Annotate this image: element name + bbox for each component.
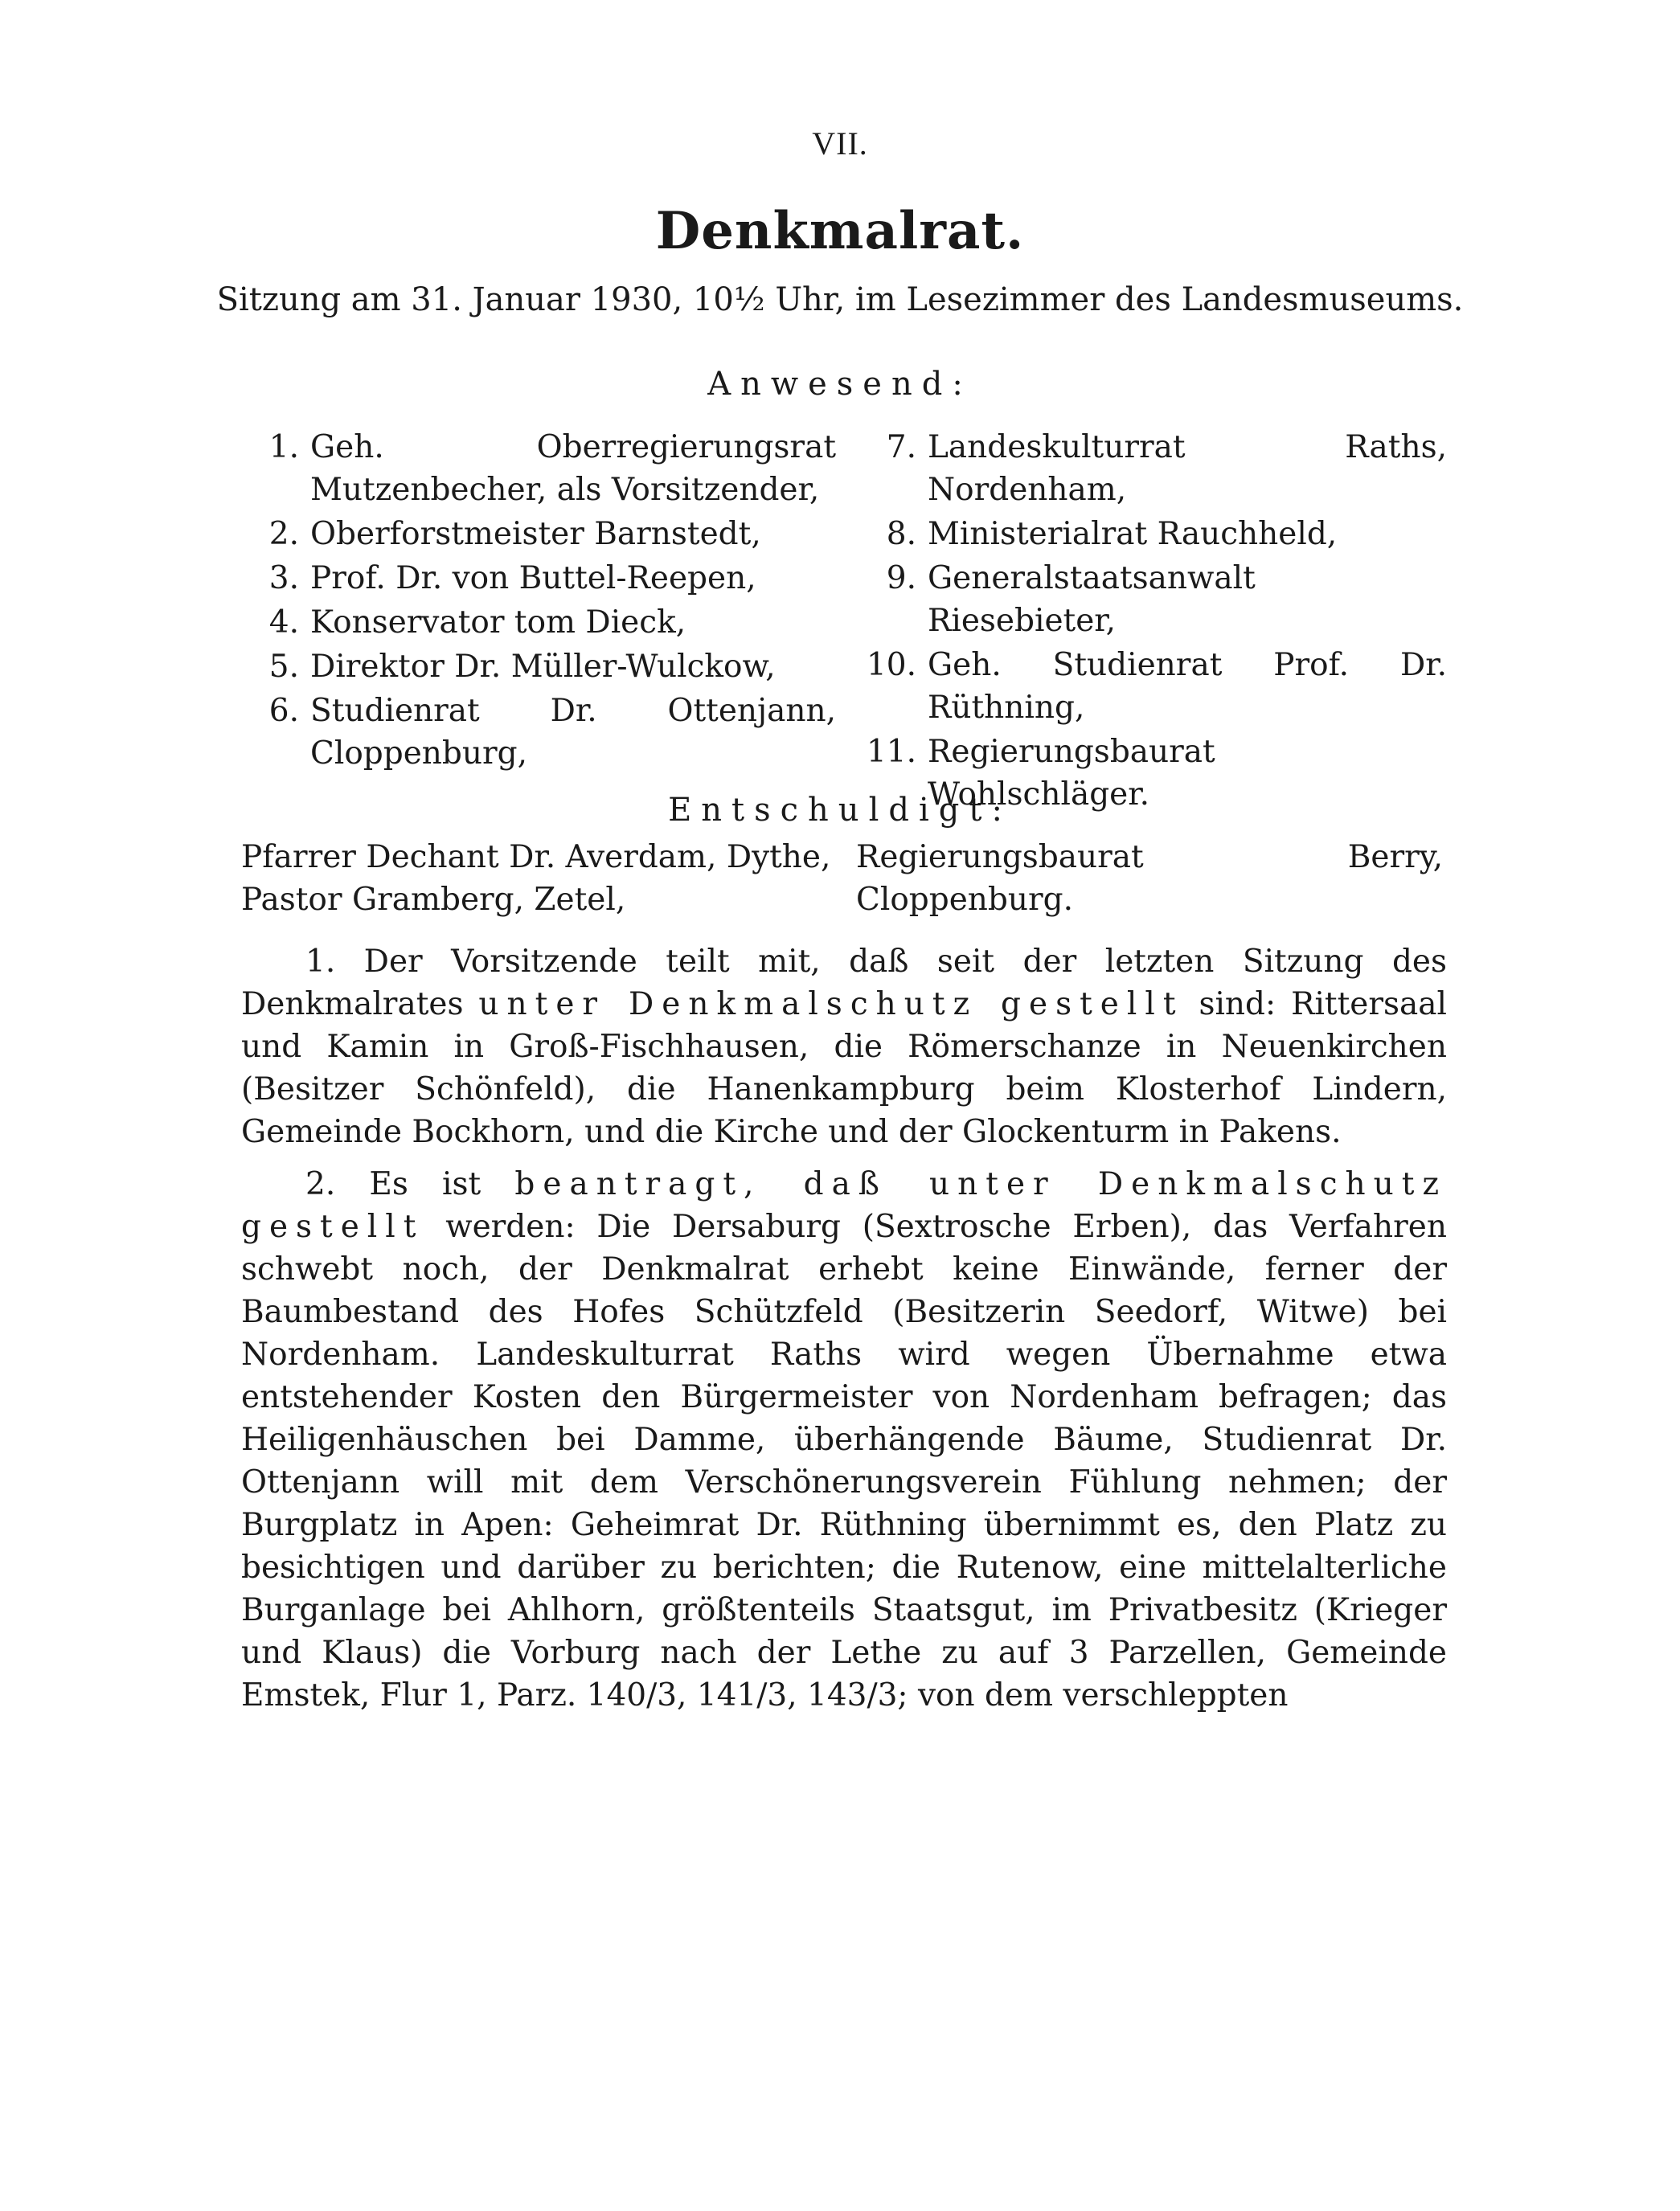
list-item: 4. Konservator tom Dieck, (268, 604, 686, 641)
list-item: 6. Studienrat Dr. Ottenjann, Cloppenburg, (268, 693, 836, 772)
body-text (241, 940, 1447, 1726)
list-item: 8. Ministerialrat Rauchheld, (886, 516, 1338, 552)
spaced-emphasis: beantragt, daß unter Denkmalschutz gestellt (241, 1166, 1447, 1245)
excused-entry: Pfarrer Dechant Dr. Averdam, Dythe, (241, 839, 831, 875)
spaced-emphasis: unter Denkmalschutz gestellt (478, 986, 1184, 1022)
list-item: 11. Regierungsbaurat Wohlschläger. (866, 734, 1215, 813)
list-item: 9. Generalstaatsanwalt Riesebieter, (886, 560, 1256, 639)
excused-entry: Pastor Gramberg, Zetel, (241, 882, 626, 918)
excused-list-left (241, 836, 836, 921)
present-list-right (852, 426, 1447, 817)
excused-heading: Entschuldigt: (668, 792, 1012, 829)
excused-entry: Regierungsbaurat Berry, Cloppenburg. (856, 839, 1443, 918)
section-number: VII. (812, 125, 868, 162)
present-heading: Anwesend: (707, 366, 973, 403)
list-item: 10. Geh. Studienrat Prof. Dr. Rüthning, (866, 647, 1447, 726)
meeting-info: Sitzung am 31. Januar 1930, 10½ Uhr, im Lesezimmer des Landesmuseums. (216, 281, 1464, 318)
paragraph-1: 1. Der Vorsitzende teilt mit, daß seit der letzten Sitzung des Denkmalrates unter Denkmalschutz gestellt sind: Rittersaal und Kamin in Groß-Fischhausen, die Römerschanze in Neuenkirchen (Besitzer Schönfeld), die Hanenkampburg beim Klosterhof Lindern, Gemeinde Bockhorn, und die Kirche und der Glockenturm in Pakens. (241, 944, 1447, 1150)
list-item: 1. Geh. Oberregierungsrat Mutzenbecher, als Vorsitzender, (268, 429, 836, 508)
page-title: Denkmalrat. (655, 201, 1025, 261)
list-item: 7. Landeskulturrat Raths, Nordenham, (886, 429, 1447, 508)
paragraph-2: 2. Es ist beantragt, daß unter Denkmalschutz gestellt werden: Die Dersaburg (Sextrosche Erben), das Verfahren schwebt noch, der Denkmalrat erhebt keine Einwände, ferner der Baumbestand des Hofes Schützfeld (Besitzerin Seedorf, Witwe) bei Nordenham. Landeskulturrat Raths wird wegen Übernahme etwa entstehender Kosten den Bürgermeister von Nordenham befragen; das Heiligenhäuschen bei Damme, überhängende Bäume, Studienrat Dr. Ottenjann will mit dem Verschönerungsverein Fühlung nehmen; der Burgplatz in Apen: Geheimrat Dr. Rüthning übernimmt es, den Platz zu besichtigen und darüber zu berichten; die Rutenow, eine mittelalterliche Burganlage bei Ahlhorn, größtenteils Staatsgut, im Privatbesitz (Krieger und Klaus) die Vorburg nach der Lethe zu auf 3 Parzellen, Gemeinde Emstek, Flur 1, Parz. 140/3, 141/3, 143/3; von dem verschleppten (241, 1166, 1447, 1714)
list-item: 2. Oberforstmeister Barnstedt, (268, 516, 761, 552)
list-item: 3. Prof. Dr. von Buttel-Reepen, (268, 560, 756, 596)
list-item: 5. Direktor Dr. Müller-Wulckow, (268, 649, 776, 685)
present-list-left (241, 426, 836, 776)
